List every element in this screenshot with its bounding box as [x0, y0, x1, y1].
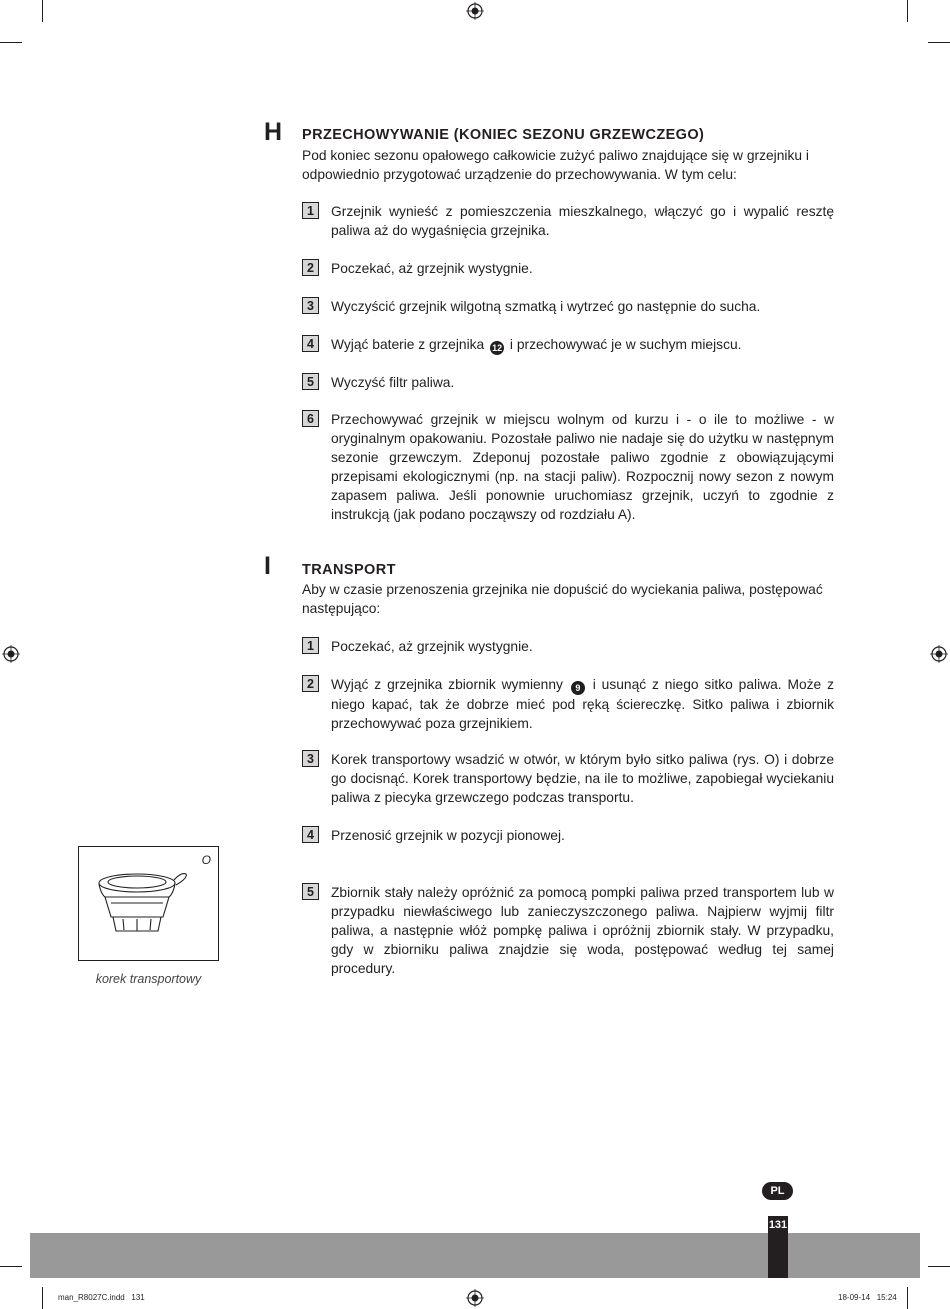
step-text: Wyczyścić grzejnik wilgotną szmatką i wytrzeć go następnie do sucha. — [331, 299, 761, 314]
part-reference-badge: 12 — [492, 343, 503, 353]
step-number: 4 — [302, 826, 319, 843]
section-title-transport: TRANSPORT — [302, 562, 396, 578]
step-item — [302, 297, 834, 316]
section-title-storage: PRZECHOWYWANIE (KONIEC SEZONU GRZEWCZEGO) — [302, 127, 705, 143]
step-item — [302, 675, 834, 733]
section-letter-i: I — [264, 552, 271, 580]
crop-mark — [907, 0, 908, 22]
step-text-part: Wyjąć z grzejnika zbiornik wymienny — [331, 677, 563, 692]
step-number: 2 — [302, 259, 319, 276]
transport-plug-illustration — [95, 867, 195, 945]
step-item — [302, 883, 834, 978]
registration-mark-icon — [930, 645, 948, 663]
crop-mark — [907, 1287, 908, 1309]
step-text: Poczekać, aż grzejnik wystygnie. — [331, 639, 533, 654]
crop-mark — [42, 1287, 43, 1309]
slug-timestamp: 18-09-14 15:24 — [838, 1293, 897, 1302]
step-item — [302, 373, 834, 392]
step-number: 1 — [302, 202, 319, 219]
step-item — [302, 335, 834, 355]
crop-mark — [928, 1266, 950, 1267]
step-item — [302, 826, 834, 845]
step-item — [302, 750, 834, 807]
slug-filename: man_R8027C.indd 131 — [58, 1293, 145, 1302]
crop-mark — [0, 1266, 22, 1267]
step-item — [302, 259, 834, 278]
step-text: Przechowywać grzejnik w miejscu wolnym od kurzu i - o ile to możliwe - w oryginalnym opakowaniu. Pozostałe paliwo nie nadaje się do użytku w następnym sezonie grzewczym. Zdeponuj pozostałe paliwo zgodnie z obowiązującymi przepisami ekologicznymi (np. na stacji paliw). Rozpocznij nowy sezon z nowym zapasem paliwa. Jeśli ponownie uruchomiasz grzejnik, uczyń to zgodnie z instrukcją (jak podano począwszy od rozdziału A). — [331, 412, 834, 522]
step-text-part: Wyjąć baterie z grzejnika — [331, 337, 485, 352]
step-number: 4 — [302, 335, 319, 352]
step-text-part: i usunąć z niego sitko paliwa. Może z niego kapać, tak że dobrze mieć pod ręką ściereczkę. Sitko paliwa i zbiornik przechowywać poza grzejnikiem. — [331, 677, 835, 731]
step-text: Zbiornik stały należy opróżnić za pomocą pompki paliwa przed transportem lub w przypadku niewłaściwego lub zanieczyszczonego paliwa. Najpierw wyjmij filtr paliwa, a następnie włóż pompkę paliwa i opróżnij zbiornik stały. W przypadku, gdy w zbiorniku paliwa znajdzie się woda, postępować według tej samej procedury. — [331, 885, 834, 976]
step-text: Korek transportowy wsadzić w otwór, w którym było sitko paliwa (rys. O) i dobrze go docisnąć. Korek transportowy będzie, na ile to możliwe, zapobiegał wyciekaniu paliwa z piecyka grzewczego podczas transportu. — [331, 752, 834, 805]
step-number: 3 — [302, 750, 319, 767]
step-number: 2 — [302, 675, 319, 692]
crop-mark — [928, 42, 950, 43]
figure-letter: O — [201, 853, 211, 867]
step-item — [302, 202, 834, 240]
section-intro-storage: Pod koniec sezonu opałowego całkowicie zużyć paliwo znajdujące się w grzejniku i odpowiednio przygotować urządzenie do przechowywania. W tym celu: — [302, 148, 809, 182]
step-text — [331, 675, 834, 733]
step-text: Poczekać, aż grzejnik wystygnie. — [331, 261, 533, 276]
crop-mark — [42, 0, 43, 22]
step-item — [302, 637, 834, 656]
step-number: 3 — [302, 297, 319, 314]
step-text — [331, 335, 834, 355]
figure-caption: korek transportowy — [95, 972, 202, 986]
step-number: 5 — [302, 883, 319, 900]
step-number: 1 — [302, 637, 319, 654]
registration-mark-icon — [2, 645, 20, 663]
page-number: 131 — [768, 1219, 788, 1231]
registration-mark-icon — [466, 2, 484, 20]
figure-box — [78, 846, 219, 961]
step-text: Przenosić grzejnik w pozycji pionowej. — [331, 828, 565, 843]
crop-mark — [0, 42, 22, 43]
step-item — [302, 410, 834, 524]
step-text: Grzejnik wynieść z pomieszczenia mieszkalnego, włączyć go i wypalić resztę paliwa aż do wygaśnięcia grzejnika. — [331, 204, 834, 238]
section-intro-transport: Aby w czasie przenoszenia grzejnika nie dopuścić do wyciekania paliwa, postępować następująco: — [302, 582, 823, 616]
step-number: 5 — [302, 373, 319, 390]
step-number: 6 — [302, 410, 319, 427]
step-text: Wyczyść filtr paliwa. — [331, 375, 455, 390]
section-letter-h: H — [264, 118, 283, 146]
language-badge: PL — [762, 1182, 793, 1200]
step-text-part: i przechowywać je w suchym miejscu. — [509, 337, 742, 352]
registration-mark-icon — [466, 1289, 484, 1307]
page-number-tab — [768, 1216, 788, 1278]
part-reference-badge: 9 — [571, 681, 585, 695]
